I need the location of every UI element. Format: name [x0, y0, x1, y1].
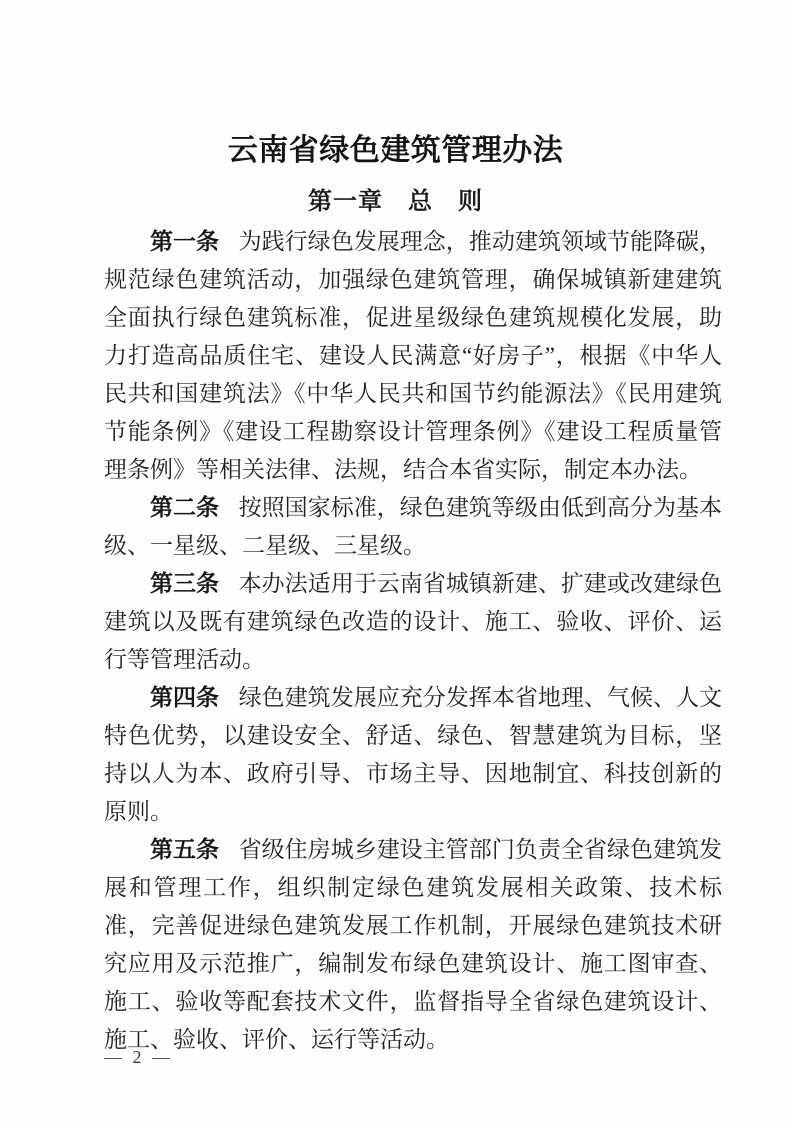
article-paragraph-5 [104, 831, 722, 1059]
chapter-heading: 第一章 总 则 [308, 189, 483, 215]
article-number-3: 第三条 [150, 571, 220, 596]
article-number-5: 第五条 [150, 837, 220, 862]
article-paragraph-2 [104, 489, 722, 565]
article-text-2: 按照国家标准，绿色建筑等级由低到高分为基本级、一星级、二星级、三星级。 [104, 495, 723, 558]
article-number-2: 第二条 [150, 495, 220, 520]
article-text-1: 为践行绿色发展理念，推动建筑领域节能降碳，规范绿色建筑活动，加强绿色建筑管理，确保城镇新建建筑全面执行绿色建筑标准，促进星级绿色建筑规模化发展，助力打造高品质住宅、建设人民满意“好房子”，根据《中华人民共和国建筑法》《中华人民共和国节约能源法》《民用建筑节能条例》《建设工程勘察设计管理条例》《建设工程质量管理条例》等相关法律、法规，结合本省实际，制定本办法。 [104, 229, 723, 482]
article-text-4: 绿色建筑发展应充分发挥本省地理、气候、人文特色优势，以建设安全、舒适、绿色、智慧建筑为目标，坚持以人为本、政府引导、市场主导、因地制宜、科技创新的原则。 [104, 685, 723, 824]
article-text-3: 本办法适用于云南省城镇新建、扩建或改建绿色建筑以及既有建筑绿色改造的设计、施工、验收、评价、运行等管理活动。 [104, 571, 723, 672]
article-paragraph-3 [104, 565, 722, 679]
document-title: 云南省绿色建筑管理办法 [227, 134, 564, 167]
article-text-5: 省级住房城乡建设主管部门负责全省绿色建筑发展和管理工作，组织制定绿色建筑发展相关政策、技术标准，完善促进绿色建筑发展工作机制，开展绿色建筑技术研究应用及示范推广，编制发布绿色建筑设计、施工图审查、施工、验收等配套技术文件，监督指导全省绿色建筑设计、施工、验收、评价、运行等活动。 [104, 837, 723, 1052]
article-number-4: 第四条 [150, 685, 220, 710]
article-paragraph-1 [104, 223, 722, 489]
article-number-1: 第一条 [150, 229, 220, 254]
page-number: — 2 — [104, 1047, 173, 1067]
article-paragraph-4 [104, 679, 722, 831]
document-body [104, 223, 722, 1059]
